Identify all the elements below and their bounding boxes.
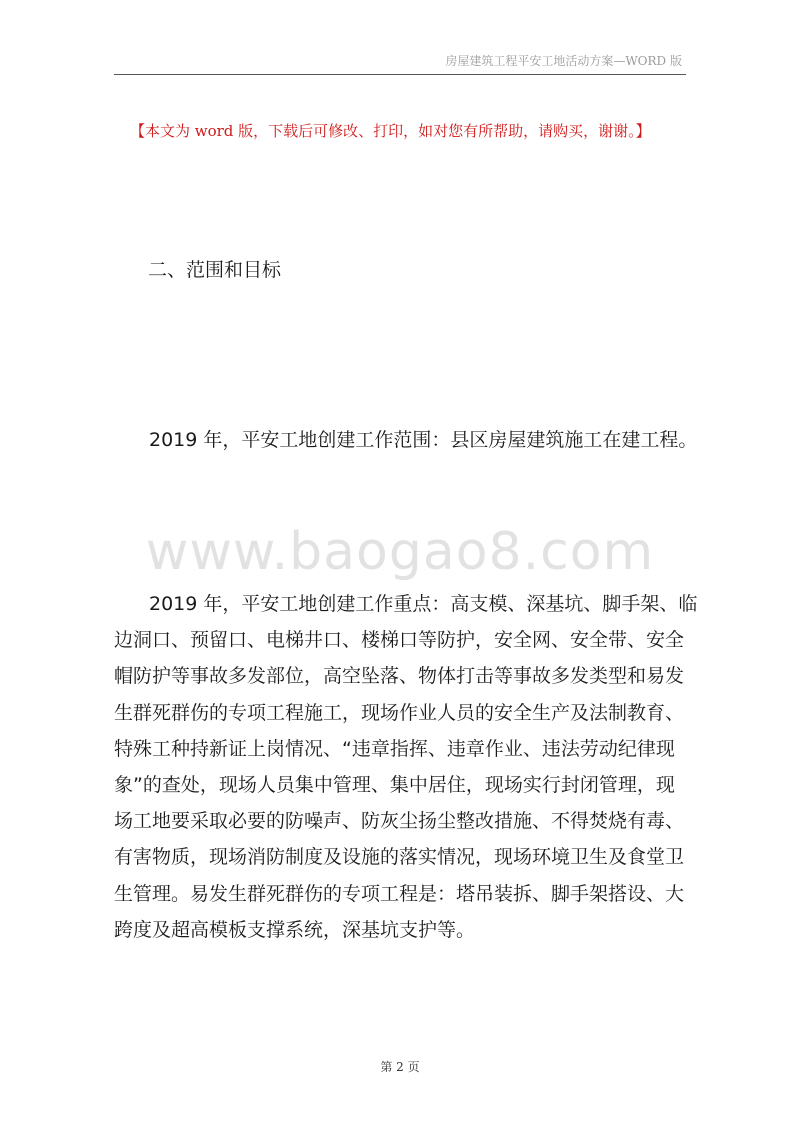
scope-paragraph: 2019 年，平安工地创建工作范围：县区房屋建筑施工在建工程。 <box>149 429 698 451</box>
header-title: 房屋建筑工程平安工地活动方案—WORD 版 <box>445 54 682 68</box>
header-rule <box>114 74 686 75</box>
page-number: 第 2 页 <box>380 1060 420 1074</box>
paragraph-line: 边洞口、预留口、电梯井口、楼梯口等防护，安全网、安全带、安全 <box>114 629 685 652</box>
paragraph-line: 2019 年，平安工地创建工作重点：高支模、深基坑、脚手架、临 <box>149 593 698 615</box>
paragraph-line: 跨度及超高模板支撑系统，深基坑支护等。 <box>114 918 476 941</box>
focus-paragraph <box>114 586 698 948</box>
paragraph-line: 生群死群伤的专项工程施工，现场作业人员的安全生产及法制教育、 <box>114 701 685 724</box>
paragraph-line: 场工地要采取必要的防噪声、防灰尘扬尘整改措施、不得焚烧有毒、 <box>114 810 685 833</box>
watermark: www.baogao8.com <box>145 522 655 582</box>
paragraph-line: 特殊工种持新证上岗情况、“违章指挥、违章作业、违法劳动纪律现 <box>114 737 675 760</box>
paragraph-line: 生管理。易发生群死群伤的专项工程是：塔吊装拆、脚手架搭设、大 <box>114 882 685 905</box>
purchase-notice: 【本文为 word 版，下载后可修改、打印，如对您有所帮助，请购买，谢谢。】 <box>130 122 651 140</box>
paragraph-line: 象”的查处，现场人员集中管理、集中居住，现场实行封闭管理，现 <box>114 774 675 797</box>
paragraph-line: 有害物质，现场消防制度及设施的落实情况，现场环境卫生及食堂卫 <box>114 846 685 869</box>
section-heading: 二、范围和目标 <box>148 259 282 281</box>
paragraph-line: 帽防护等事故多发部位，高空坠落、物体打击等事故多发类型和易发 <box>114 665 685 688</box>
